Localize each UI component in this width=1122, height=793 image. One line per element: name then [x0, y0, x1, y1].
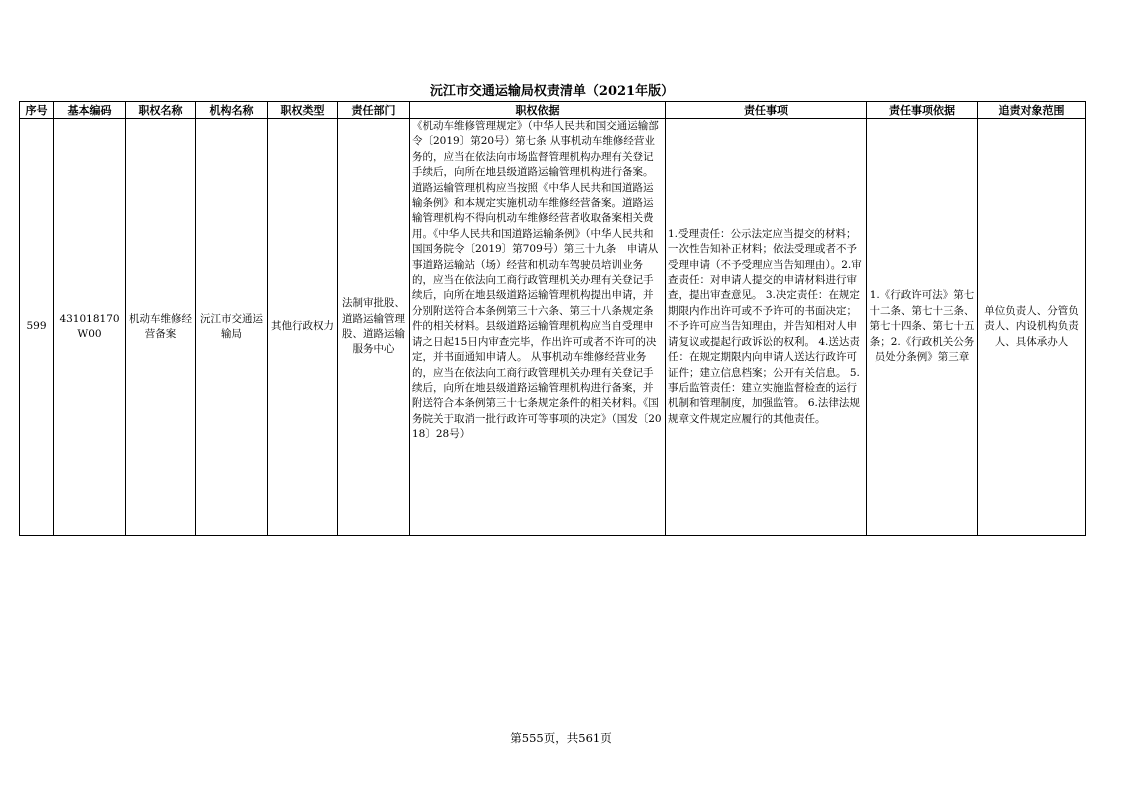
cell-power-type: 其他行政权力	[268, 119, 338, 536]
cell-power-name: 机动车维修经营备案	[126, 119, 196, 536]
header-seq: 序号	[20, 102, 54, 119]
header-duty: 责任事项	[666, 102, 867, 119]
header-basis: 职权依据	[410, 102, 666, 119]
basis-text: 《机动车维修管理规定》（中华人民共和国交通运输部令〔2019〕第20号）第七条 从事机动车维修经营业务的，应当在依法向市场监督管理机构办理有关登记手续后，向所在地县级道路运输管理机构进行备案。 道路运输管理机构应当按照《中华人民共和国道路运输条例》和本规定实施机动车维修经营备案。道路运输管理机构不得向机动车维修经营者收取备案相关费用。《中华人民共和国道路运输条例》（中华人民共和国国务院令〔2019〕第709号）第三十九条 申请从事道路运输站（场）经营和机动车驾驶员培训业务的，应当在依法向工商行政管理机关办理有关登记手续后，向所在地县级道路运输管理机构提出申请，并分别附送符合本条例第三十六条、第三十八条规定条件的相关材料。县级道路运输管理机构应当自受理申请之日起15日内审查完毕，作出许可或者不许可的决定，并书面通知申请人。 从事机动车维修经营业务的，应当在依法向工商行政管理机关办理有关登记手续后，向所在地县级道路运输管理机构进行备案，并附送符合本条例第三十七条规定条件的相关材料。《国务院关于取消一批行政许可等事项的决定》（国发〔2018〕28号）	[412, 120, 670, 441]
cell-basis	[410, 119, 670, 536]
header-code: 基本编码	[54, 102, 126, 119]
duty-list-table	[19, 101, 1086, 536]
cell-code: 431018170W00	[54, 119, 126, 536]
cell-duty: 1.受理责任：公示法定应当提交的材料；一次性告知补正材料；依法受理或者不予受理申请（不予受理应当告知理由）。2.审查责任：对申请人提交的申请材料进行审查，提出审查意见。 3.决定责任：在规定期限内作出许可或不予许可的书面决定；不予许可应当告知理由，并告知相对人申请复议或提起行政诉讼的权利。 4.送达责任：在规定期限内向申请人送达行政许可证件；建立信息档案；公开有关信息。 5.事后监管责任：建立实施监督检查的运行机制和管理制度，加强监管。 6.法律法规规章文件规定应履行的其他责任。	[666, 119, 867, 536]
header-accountability: 追责对象范围	[978, 102, 1086, 119]
cell-accountability: 单位负责人、分管负责人、内设机构负责人、具体承办人	[978, 119, 1086, 536]
table-row	[20, 119, 1086, 536]
page-title: 沅江市交通运输局权责清单（2021年版）	[429, 84, 675, 99]
table-header-row	[20, 102, 1086, 119]
cell-duty-basis: 1.《行政许可法》第七十二条、第七十三条、第七十四条、第七十五条；2.《行政机关公务员处分条例》第三章	[867, 119, 978, 536]
header-duty-basis: 责任事项依据	[867, 102, 978, 119]
cell-seq: 599	[20, 119, 54, 536]
header-power-type: 职权类型	[268, 102, 338, 119]
header-power-name: 职权名称	[126, 102, 196, 119]
cell-org-name: 沅江市交通运输局	[196, 119, 268, 536]
header-org-name: 机构名称	[196, 102, 268, 119]
header-dept: 责任部门	[338, 102, 410, 119]
cell-dept: 法制审批股、道路运输管理股、道路运输服务中心	[338, 119, 410, 536]
page-number: 第555页，共561页	[510, 731, 612, 745]
